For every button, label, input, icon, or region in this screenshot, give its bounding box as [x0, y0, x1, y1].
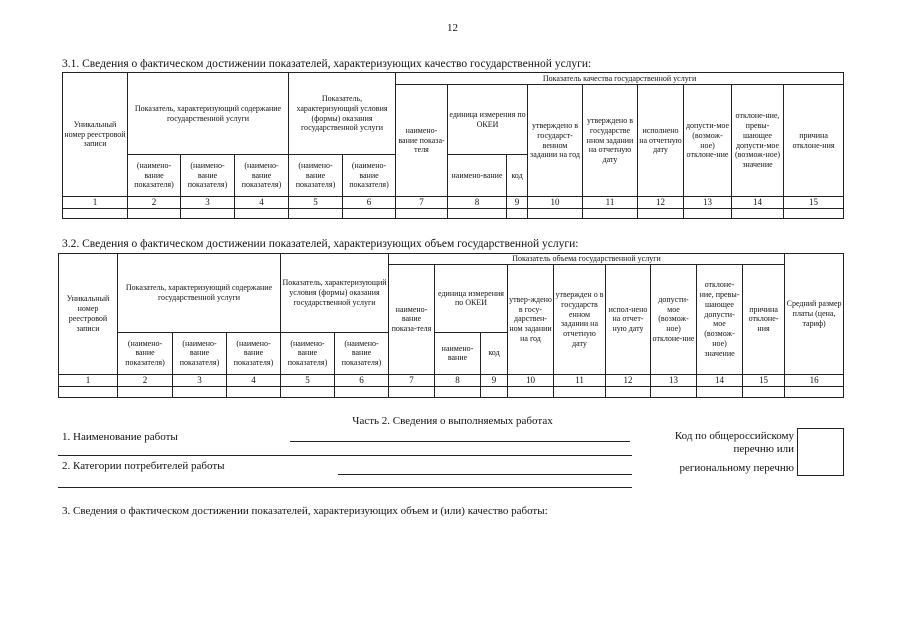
- part-2-title: Часть 2. Сведения о выполняемых работах: [352, 415, 553, 427]
- condition-indicator-header: Показатель, характеризующий условия (формы) оказания государственной услуги: [281, 254, 389, 333]
- exceeding-deviation-header: отклоне-ние, превы-шающее допусти-мое (возмож-ное) значение: [697, 264, 743, 374]
- executed-header: исполнено на отчетную дату: [638, 85, 684, 197]
- column-number: 5: [289, 197, 343, 209]
- work-name-label: 1. Наименование работы: [62, 431, 178, 443]
- sub-name-header: (наимено-вание показателя): [128, 155, 181, 197]
- approved-date-header: утвержден о в государств енном задании на отчетную дату: [554, 264, 606, 374]
- code-label-line-2: перечню или: [733, 443, 794, 455]
- column-number: 13: [684, 197, 732, 209]
- registry-code-box[interactable]: [797, 428, 844, 476]
- column-number: 15: [743, 374, 785, 386]
- allowed-deviation-header: допусти-мое (возмож-ное) отклоне-ние: [651, 264, 697, 374]
- unit-name-header: наимено-вание: [448, 155, 507, 197]
- approved-year-header: утвер-ждено в госу-дарствен-ном задании на год: [508, 264, 554, 374]
- column-number: 9: [481, 374, 508, 386]
- unit-okei-header: единица измерения по ОКЕИ: [448, 85, 528, 155]
- item-3-heading: 3. Сведения о фактическом достижении показателей, характеризующих объем и (или) качество работы:: [62, 505, 548, 517]
- column-number: 6: [343, 197, 396, 209]
- consumers-field[interactable]: [338, 474, 632, 475]
- column-number: 3: [181, 197, 235, 209]
- executed-header: испол-нено на отчет-ную дату: [606, 264, 651, 374]
- page-number: 12: [447, 22, 458, 34]
- unique-number-header: Уникальный номер реестровой записи: [63, 73, 128, 197]
- column-number: 6: [335, 374, 389, 386]
- column-number: 7: [396, 197, 448, 209]
- indicator-name-header: наимено-вание показа-теля: [396, 85, 448, 197]
- column-number: 10: [508, 374, 554, 386]
- exceeding-deviation-header: отклоне-ние, превы-шающее допусти-мое (возмож-ное) значение: [732, 85, 784, 197]
- unit-code-header: код: [481, 332, 508, 374]
- work-name-field[interactable]: [290, 441, 630, 442]
- table-row: [63, 208, 844, 218]
- column-number: 5: [281, 374, 335, 386]
- indicator-name-header: наимено-вание показа-теля: [389, 264, 435, 374]
- column-number: 8: [448, 197, 507, 209]
- column-number: 3: [173, 374, 227, 386]
- sub-name-header: (наимено-вание показателя): [181, 155, 235, 197]
- unique-number-header: Уникальный номер реестровой записи: [59, 254, 118, 375]
- column-number: 11: [554, 374, 606, 386]
- column-number: 4: [227, 374, 281, 386]
- sub-name-header: (наимено-вание показателя): [335, 332, 389, 374]
- unit-code-header: код: [507, 155, 528, 197]
- column-number: 14: [732, 197, 784, 209]
- consumers-label: 2. Категории потребителей работы: [62, 460, 225, 472]
- code-label-line-1: Код по общероссийскому: [674, 430, 794, 442]
- code-label-line-3: региональному перечню: [679, 462, 794, 474]
- work-name-field-continuation[interactable]: [58, 455, 632, 456]
- column-number: 16: [785, 374, 844, 386]
- sub-name-header: (наимено-вание показателя): [118, 332, 173, 374]
- unit-name-header: наимено-вание: [435, 332, 481, 374]
- sub-name-header: (наимено-вание показателя): [281, 332, 335, 374]
- sub-name-header: (наимено-вание показателя): [227, 332, 281, 374]
- content-indicator-header: Показатель, характеризующий содержание государственной услуги: [118, 254, 281, 333]
- column-number: 15: [784, 197, 844, 209]
- avg-price-header: Средний размер платы (цена, тариф): [785, 254, 844, 375]
- column-number: 11: [583, 197, 638, 209]
- column-number: 13: [651, 374, 697, 386]
- sub-name-header: (наимено-вание показателя): [289, 155, 343, 197]
- consumers-field-continuation[interactable]: [58, 487, 632, 488]
- section-3-1-heading: 3.1. Сведения о фактическом достижении показателей, характеризующих качество государственной услуги:: [62, 58, 592, 70]
- column-number: 9: [507, 197, 528, 209]
- column-number: 2: [118, 374, 173, 386]
- column-number: 2: [128, 197, 181, 209]
- column-number: 12: [638, 197, 684, 209]
- sub-name-header: (наимено-вание показателя): [343, 155, 396, 197]
- column-number: 10: [528, 197, 583, 209]
- column-number: 7: [389, 374, 435, 386]
- column-number: 14: [697, 374, 743, 386]
- column-number: 1: [63, 197, 128, 209]
- deviation-reason-header: причина отклоне-ния: [743, 264, 785, 374]
- column-number: 1: [59, 374, 118, 386]
- approved-date-header: утверждено в государстве нном задании на отчетную дату: [583, 85, 638, 197]
- unit-okei-header: единица измерения по ОКЕИ: [435, 264, 508, 332]
- table-row: [59, 386, 844, 397]
- allowed-deviation-header: допусти-мое (возмож-ное) отклоне-ние: [684, 85, 732, 197]
- approved-year-header: утверждено в государст-венном задании на год: [528, 85, 583, 197]
- volume-indicators-table: [58, 253, 844, 398]
- quality-indicator-group-header: Показатель качества государственной услуги: [396, 73, 844, 85]
- sub-name-header: (наимено-вание показателя): [235, 155, 289, 197]
- quality-indicators-table: [62, 72, 844, 219]
- condition-indicator-header: Показатель, характеризующий условия (формы) оказания государственной услуги: [289, 73, 396, 155]
- sub-name-header: (наимено-вание показателя): [173, 332, 227, 374]
- column-number: 8: [435, 374, 481, 386]
- section-3-2-heading: 3.2. Сведения о фактическом достижении показателей, характеризующих объем государственной услуги:: [62, 238, 579, 250]
- content-indicator-header: Показатель, характеризующий содержание государственной услуги: [128, 73, 289, 155]
- column-number: 4: [235, 197, 289, 209]
- volume-indicator-group-header: Показатель объема государственной услуги: [389, 254, 785, 265]
- deviation-reason-header: причина отклоне-ния: [784, 85, 844, 197]
- column-number: 12: [606, 374, 651, 386]
